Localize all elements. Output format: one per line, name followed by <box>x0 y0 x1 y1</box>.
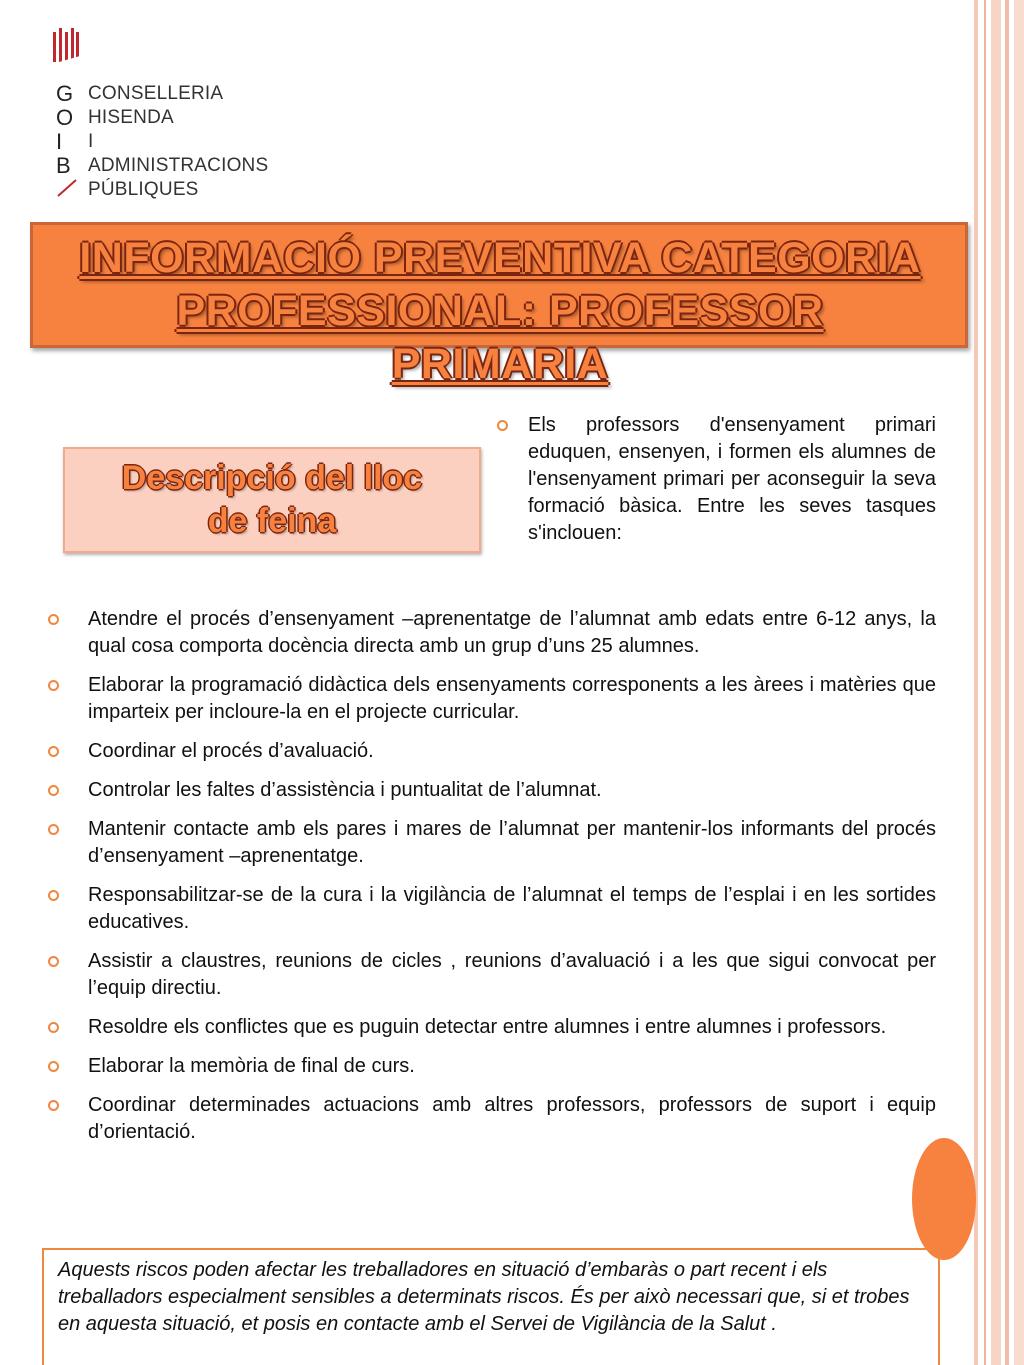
goib-emblem-icon <box>52 26 80 66</box>
bullet-icon <box>48 1100 59 1111</box>
task-text: Resoldre els conflictes que es puguin detectar entre alumnes i entre alumnes i professors. <box>88 1016 887 1038</box>
bullet-icon <box>48 785 59 796</box>
logo-letter: B <box>56 153 71 178</box>
logo-line: PÚBLIQUES <box>88 179 199 200</box>
logo-letter: G <box>56 81 74 106</box>
list-item <box>48 1092 936 1146</box>
task-text: Atendre el procés d’ensenyament –aprenentatge de l’alumnat amb edats entre 6-12 anys, la qual cosa comporta docència directa amb un grup d’uns 25 alumnes. <box>88 608 936 657</box>
title-line: PROFESSIONAL: PROFESSOR <box>176 287 824 335</box>
task-text: Elaborar la memòria de final de curs. <box>88 1055 415 1077</box>
list-item <box>48 882 936 936</box>
intro-paragraph: Els professors d'ensenyament primari eduquen, ensenyen, i formen els alumnes de l'ensenyament primari per aconseguir la seva formació bàsica. Entre les seves tasques s'inclouen: <box>528 414 936 544</box>
bullet-icon <box>48 680 59 691</box>
task-text: Mantenir contacte amb els pares i mares de l’alumnat per mantenir-los informants del procés d’ensenyament –aprenentatge. <box>88 818 936 867</box>
title-line: INFORMACIÓ PREVENTIVA CATEGORIA <box>79 234 921 282</box>
description-box <box>63 447 481 553</box>
note-text: Aquests riscos poden afectar les treballadores en situació d’embaràs o part recent i els treballadors especialment sensibles a determinats riscos. És per això necessari que, si et trobes en aquesta situació, et posis en contacte amb el Servei de Vigilància de la Salut . <box>58 1259 910 1335</box>
bullet-icon <box>497 420 508 431</box>
task-text: Assistir a claustres, reunions de cicles , reunions d’avaluació i a les que sigui convocat per l’equip directiu. <box>88 950 936 999</box>
logo-line: CONSELLERIA <box>88 83 224 104</box>
bullet-icon <box>48 614 59 625</box>
title-line: PRIMARIA <box>391 340 609 388</box>
decorative-circle <box>912 1138 976 1260</box>
task-list <box>48 606 936 1158</box>
logo-slash-icon <box>56 176 78 198</box>
list-item <box>48 948 936 1002</box>
bullet-icon <box>48 1022 59 1033</box>
list-item <box>48 777 936 804</box>
logo-line: I ADMINISTRACIONS <box>88 131 269 176</box>
bullet-icon <box>48 746 59 757</box>
description-line: Descripció del lloc <box>121 459 423 497</box>
list-item <box>48 606 936 660</box>
bullet-icon <box>48 890 59 901</box>
logo-department-name <box>88 82 268 202</box>
list-item <box>48 816 936 870</box>
decorative-stripes <box>974 0 1024 1365</box>
task-text: Elaborar la programació didàctica dels ensenyaments corresponents a les àrees i matèries que imparteix per incloure-la en el projecte curricular. <box>88 674 936 723</box>
page-title <box>30 232 970 391</box>
list-item <box>48 738 936 765</box>
logo-letter: I <box>56 129 63 154</box>
task-text: Coordinar el procés d’avaluació. <box>88 740 374 762</box>
logo-letters <box>56 82 78 178</box>
logo-letter: O <box>56 105 74 130</box>
bullet-icon <box>48 1061 59 1072</box>
description-heading <box>122 457 422 543</box>
task-text: Coordinar determinades actuacions amb altres professors, professors de suport i equip d’orientació. <box>88 1094 936 1143</box>
task-text: Controlar les faltes d’assistència i puntualitat de l’alumnat. <box>88 779 602 801</box>
list-item <box>48 1014 936 1041</box>
task-text: Responsabilitzar-se de la cura i la vigilància de l’alumnat el temps de l’esplai i en les sortides educatives. <box>88 884 936 933</box>
bullet-icon <box>48 824 59 835</box>
bullet-icon <box>48 956 59 967</box>
list-item <box>48 1053 936 1080</box>
list-item <box>48 672 936 726</box>
logo-line: HISENDA <box>88 107 174 128</box>
description-line: de feina <box>207 502 337 540</box>
